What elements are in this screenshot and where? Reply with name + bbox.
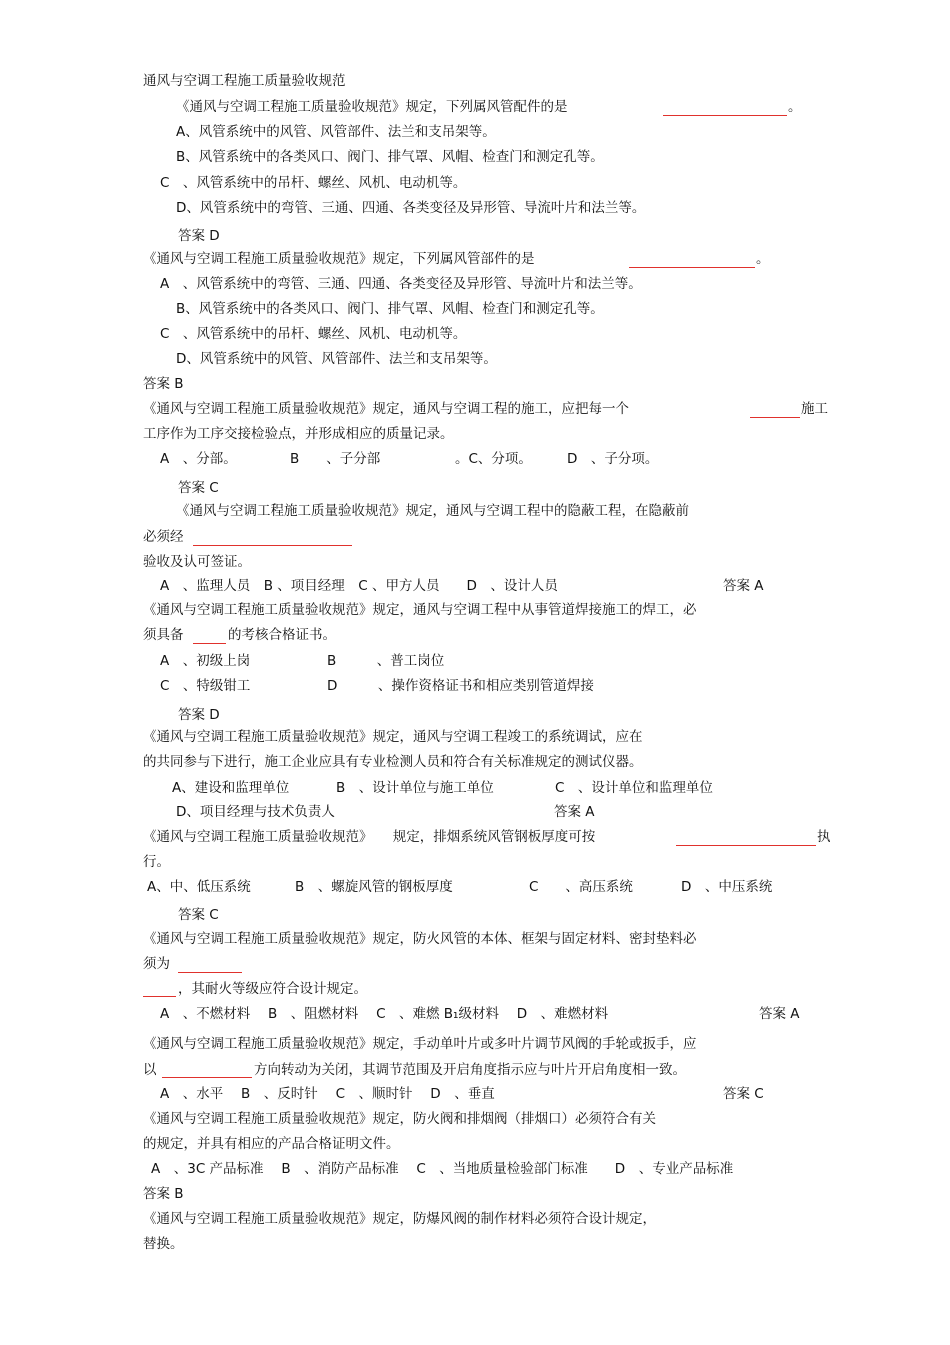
- options-row: A 、监理人员 B 、项目经理 C 、甲方人员 D 、设计人员: [160, 578, 558, 594]
- question-7-stem-cont: 行。: [143, 854, 170, 870]
- question-6-stem-cont: 的共同参与下进行，施工企业应具有专业检测人员和符合有关标准规定的测试仪器。: [143, 754, 643, 770]
- question-8-stem-cont: 须为: [143, 956, 170, 972]
- answer: 答案 B: [143, 1186, 184, 1202]
- option-b: B 、螺旋风管的钢板厚度: [295, 879, 453, 895]
- option-d: D 、子分项。: [567, 451, 659, 467]
- question-3-stem-end: 施工: [801, 401, 828, 417]
- option-c: C 、高压系统: [529, 879, 633, 895]
- option-b: B、风管系统中的各类风口、阀门、排气罩、风帽、检查门和测定孔等。: [176, 149, 604, 165]
- option-a: A、中、低压系统: [147, 879, 251, 895]
- question-3-stem: 《通风与空调工程施工质量验收规范》规定，通风与空调工程的施工，应把每一个: [143, 401, 629, 417]
- option-b: B 、子分部: [290, 451, 381, 467]
- option-a: A 、分部。: [160, 451, 237, 467]
- answer: 答案 B: [143, 376, 184, 392]
- option-c: C 、设计单位和监理单位: [555, 780, 713, 796]
- question-6-stem: 《通风与空调工程施工质量验收规范》规定，通风与空调工程竣工的系统调试，应在: [143, 729, 643, 745]
- options-row: A 、3C 产品标准 B 、消防产品标准 C 、当地质量检验部门标准 D 、专业产品标准: [151, 1161, 734, 1177]
- answer: 答案 C: [178, 480, 219, 496]
- option-d: D、风管系统中的弯管、三通、四通、各类变径及异形管、导流叶片和法兰等。: [176, 200, 646, 216]
- options-row: A 、不燃材料 B 、阻燃材料 C 、难燃 B₁级材料 D 、难燃材料: [160, 1006, 609, 1022]
- question-4-stem-end: 验收及认可签证。: [143, 554, 251, 570]
- fill-blank: [193, 643, 226, 644]
- question-9-stem-end: 方向转动为关闭，其调节范围及开启角度指示应与叶片开启角度相一致。: [254, 1062, 686, 1078]
- answer: 答案 A: [759, 1006, 800, 1022]
- question-10-stem-cont: 的规定，并具有相应的产品合格证明文件。: [143, 1136, 400, 1152]
- question-1-stem-end: 。: [788, 99, 802, 115]
- question-4-stem-cont: 必须经: [143, 529, 184, 545]
- question-5-stem: 《通风与空调工程施工质量验收规范》规定，通风与空调工程中从事管道焊接施工的焊工，必: [143, 602, 697, 618]
- question-7-stem-end: 执: [817, 829, 831, 845]
- fill-blank: [629, 267, 755, 268]
- question-7-stem: 《通风与空调工程施工质量验收规范》 规定，排烟系统风管钢板厚度可按: [143, 829, 596, 845]
- option-a: A 、风管系统中的弯管、三通、四通、各类变径及异形管、导流叶片和法兰等。: [160, 276, 642, 292]
- option-c: C 、风管系统中的吊杆、螺丝、风机、电动机等。: [160, 175, 467, 191]
- question-8-stem: 《通风与空调工程施工质量验收规范》规定，防火风管的本体、框架与固定材料、密封垫料必: [143, 931, 697, 947]
- option-a: A、建设和监理单位: [172, 780, 290, 796]
- option-c: 。C、分项。: [455, 451, 532, 467]
- question-9-stem-cont: 以: [143, 1062, 157, 1078]
- question-3-stem-cont: 工序作为工序交接检验点，并形成相应的质量记录。: [143, 426, 454, 442]
- fill-blank: [178, 972, 242, 973]
- answer: 答案 A: [554, 804, 595, 820]
- question-5-stem-end: 的考核合格证书。: [228, 627, 336, 643]
- question-2-stem-end: 。: [756, 251, 770, 267]
- option-d: D、风管系统中的风管、风管部件、法兰和支吊架等。: [176, 351, 497, 367]
- option-a: A、风管系统中的风管、风管部件、法兰和支吊架等。: [176, 124, 496, 140]
- fill-blank: [143, 996, 176, 997]
- question-2-stem: 《通风与空调工程施工质量验收规范》规定，下列属风管部件的是: [143, 251, 535, 267]
- option-c: C 、特级钳工: [160, 678, 251, 694]
- option-b: B、风管系统中的各类风口、阀门、排气罩、风帽、检查门和测定孔等。: [176, 301, 604, 317]
- option-d: D 、操作资格证书和相应类别管道焊接: [327, 678, 594, 694]
- options-row: A 、水平 B 、反时针 C 、顺时针 D 、垂直: [160, 1086, 495, 1102]
- question-4-stem: 《通风与空调工程施工质量验收规范》规定，通风与空调工程中的隐蔽工程，在隐蔽前: [176, 503, 689, 519]
- question-1-stem: 《通风与空调工程施工质量验收规范》规定，下列属风管配件的是: [176, 99, 568, 115]
- option-c: C 、风管系统中的吊杆、螺丝、风机、电动机等。: [160, 326, 467, 342]
- option-d: D、项目经理与技术负责人: [176, 804, 335, 820]
- option-d: D 、中压系统: [681, 879, 773, 895]
- question-8-stem-end: ，其耐火等级应符合设计规定。: [178, 981, 367, 997]
- answer: 答案 D: [178, 228, 220, 244]
- answer: 答案 D: [178, 707, 220, 723]
- fill-blank: [663, 115, 787, 116]
- option-b: B 、普工岗位: [327, 653, 445, 669]
- option-a: A 、初级上岗: [160, 653, 251, 669]
- option-b: B 、设计单位与施工单位: [336, 780, 494, 796]
- question-5-stem-cont: 须具备: [143, 627, 184, 643]
- answer: 答案 C: [723, 1086, 764, 1102]
- question-11-stem-cont: 替换。: [143, 1236, 184, 1252]
- question-11-stem: 《通风与空调工程施工质量验收规范》规定，防爆风阀的制作材料必须符合设计规定，: [143, 1211, 656, 1227]
- fill-blank: [750, 417, 800, 418]
- fill-blank: [162, 1077, 252, 1078]
- answer: 答案 C: [178, 907, 219, 923]
- answer: 答案 A: [723, 578, 764, 594]
- question-9-stem: 《通风与空调工程施工质量验收规范》规定，手动单叶片或多叶片调节风阀的手轮或扳手，应: [143, 1036, 697, 1052]
- document-title: 通风与空调工程施工质量验收规范: [143, 73, 346, 89]
- fill-blank: [193, 545, 352, 546]
- question-10-stem: 《通风与空调工程施工质量验收规范》规定，防火阀和排烟阀（排烟口）必须符合有关: [143, 1111, 656, 1127]
- fill-blank: [676, 845, 816, 846]
